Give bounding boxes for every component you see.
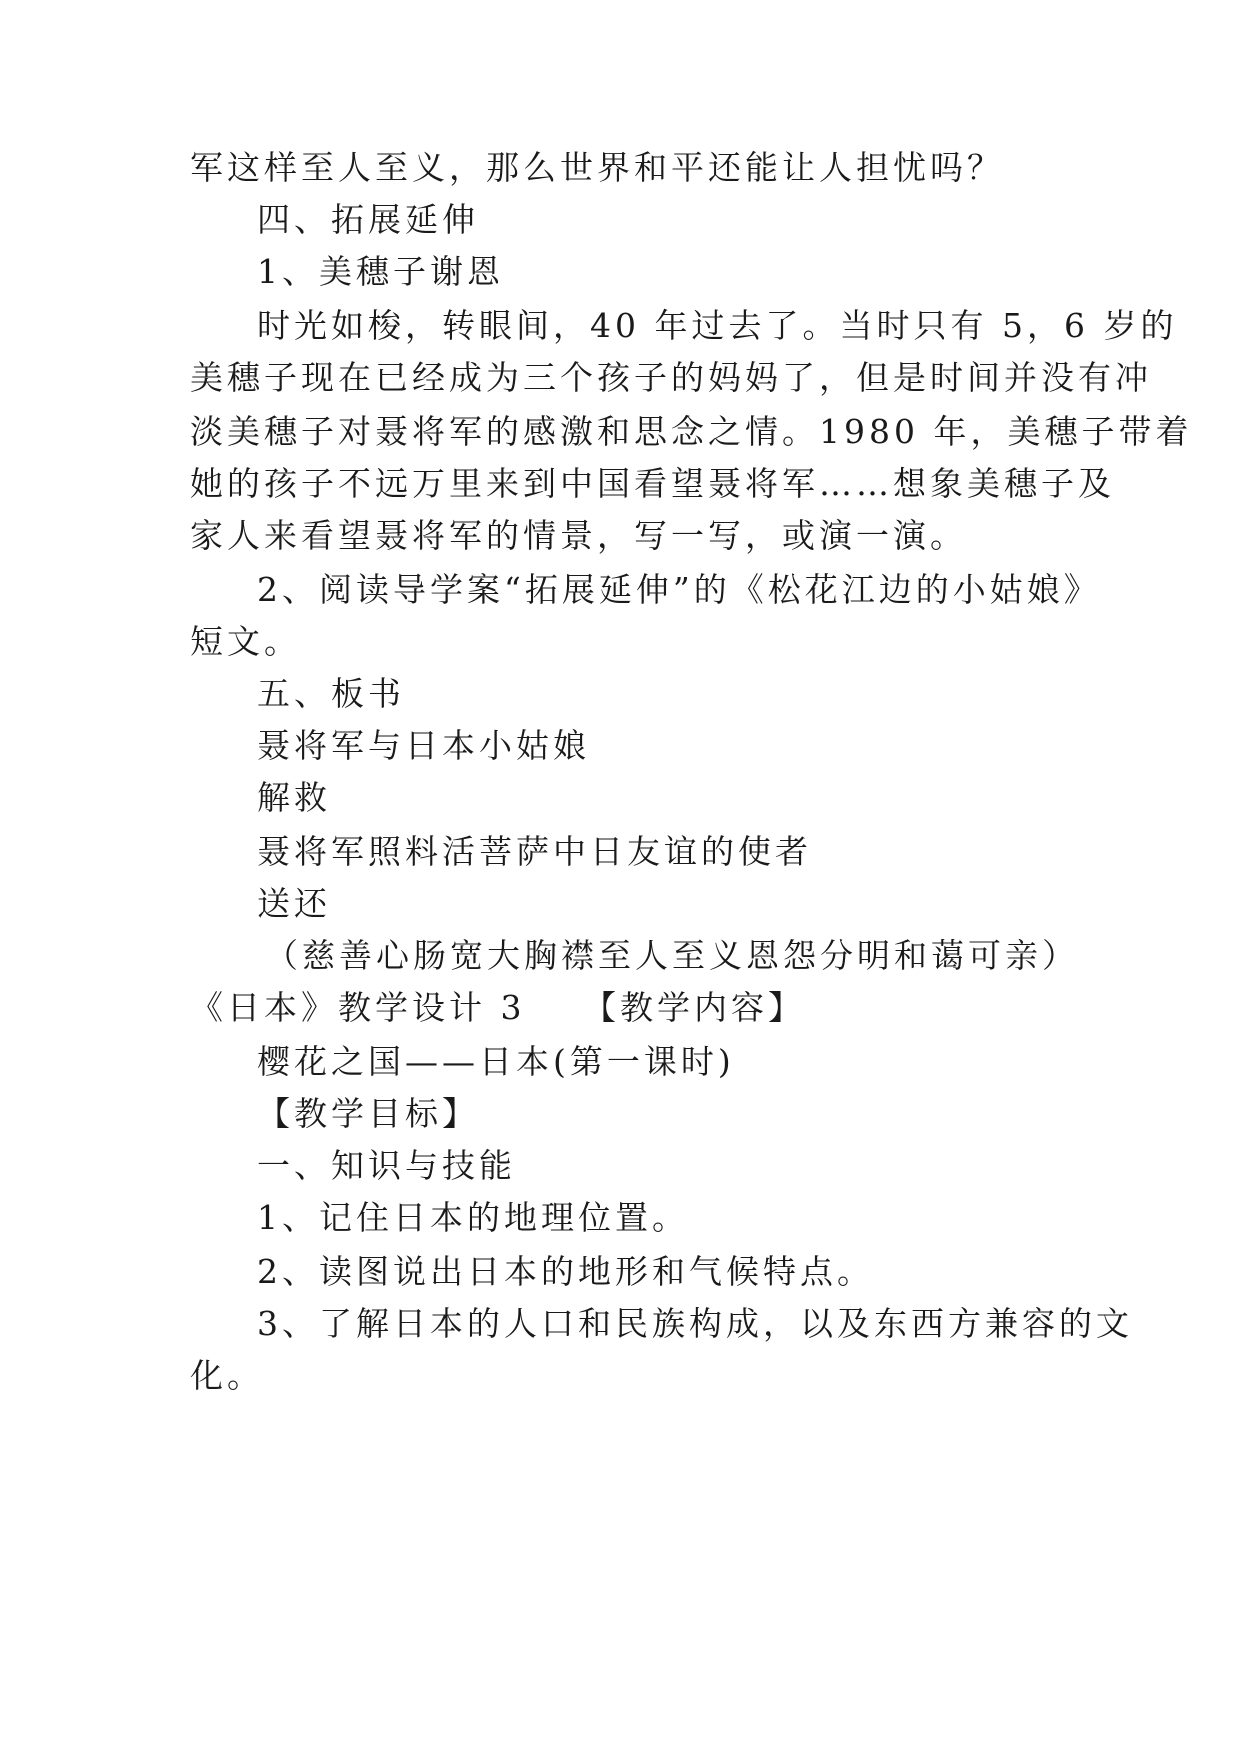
document-title: 《日本》教学设计 3 【教学内容】 [190,988,805,1027]
text-line: 2、阅读导学案“拓展延伸”的《松花江边的小姑娘》 [257,570,1101,609]
text-line: 3、了解日本的人口和民族构成，以及东西方兼容的文 [257,1304,1133,1343]
board-item: 解救 [257,778,331,817]
text-line: 美穗子现在已经成为三个孩子的妈妈了，但是时间并没有冲 [190,358,1152,397]
board-item: 送还 [257,884,331,923]
text-line: 她的孩子不远万里来到中国看望聂将军……想象美穗子及 [190,464,1115,503]
text-line: 樱花之国——日本(第一课时) [257,1042,735,1081]
text-line: 2、读图说出日本的地形和气候特点。 [257,1252,874,1291]
board-item: （慈善心肠宽大胸襟至人至义恩怨分明和蔼可亲） [265,936,1079,975]
text-line: 军这样至人至义，那么世界和平还能让人担忧吗？ [190,148,1004,187]
subsection-heading: 1、美穗子谢恩 [257,252,504,291]
text-line: 家人来看望聂将军的情景，写一写，或演一演。 [190,516,967,555]
section-heading: 【教学目标】 [257,1094,479,1133]
section-heading: 五、板书 [257,674,405,713]
text-line: 时光如梭，转眼间，40 年过去了。当时只有 5，6 岁的 [257,306,1178,345]
text-line: 淡美穗子对聂将军的感激和思念之情。1980 年，美穗子带着 [190,412,1193,451]
subsection-heading: 一、知识与技能 [257,1146,516,1185]
text-line: 化。 [190,1356,264,1395]
text-line: 短文。 [190,622,301,661]
board-title: 聂将军与日本小姑娘 [257,726,590,765]
text-line: 1、记住日本的地理位置。 [257,1198,689,1237]
section-heading: 四、拓展延伸 [257,200,479,239]
board-item: 聂将军照料活菩萨中日友谊的使者 [257,832,812,871]
